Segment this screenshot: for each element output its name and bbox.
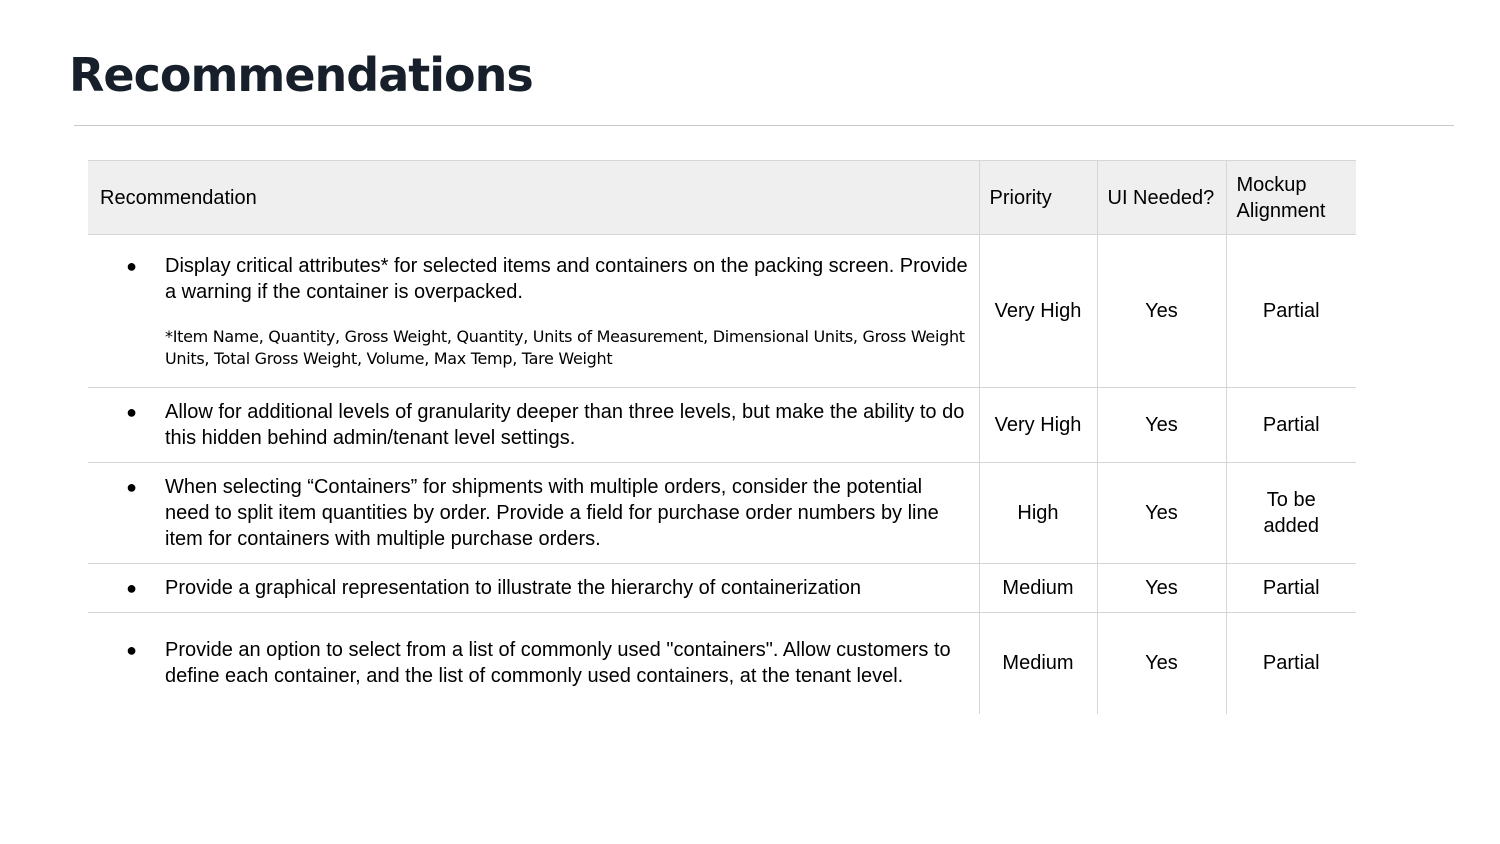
bullet-icon: ● [126,477,137,497]
ui-needed-cell: Yes [1097,235,1226,388]
recommendation-text: When selecting “Containers” for shipments with multiple orders, consider the potential need to split item quantities by order. Provide a field for purchase order numbers by line item for containers with multiple purchase orders. [165,476,939,550]
bullet-icon: ● [126,255,137,276]
priority-cell: Medium [979,613,1097,714]
table-row [88,463,1356,564]
table-row [88,388,1356,463]
recommendation-text: Provide an option to select from a list of commonly used "containers". Allow customers to define each container, and the list of commonly used containers, at the tenant level. [165,639,951,688]
table-row [88,235,1356,388]
recommendation-text: Provide a graphical representation to illustrate the hierarchy of containerization [165,577,861,599]
bullet-icon: ● [126,578,137,598]
table-row [88,564,1356,613]
mockup-alignment-cell: Partial [1226,235,1356,388]
recommendation-text: Display critical attributes* for selected items and containers on the packing screen. Provide a warning if the container is overpacked. [165,254,968,303]
bullet-icon: ● [126,402,137,422]
recommendation-cell [88,463,979,564]
bullet-icon: ● [126,640,137,661]
header-priority: Priority [979,161,1097,235]
title-divider [74,125,1454,126]
table-row [88,613,1356,714]
recommendation-footnote: *Item Name, Quantity, Gross Weight, Quantity, Units of Measurement, Dimensional Units, Gross Weight Units, Total Gross Weight, Volume, Max Temp, Tare Weight [165,326,965,368]
table-header-row [88,161,1356,235]
priority-cell: Medium [979,564,1097,613]
priority-cell: Very High [979,235,1097,388]
header-ui-needed: UI Needed? [1097,161,1226,235]
header-mockup-alignment: Mockup Alignment [1226,161,1356,235]
page-title: Recommendations [69,48,533,102]
mockup-alignment-cell: To be added [1226,463,1356,564]
ui-needed-cell: Yes [1097,564,1226,613]
ui-needed-cell: Yes [1097,463,1226,564]
header-recommendation: Recommendation [88,161,979,235]
mockup-alignment-cell: Partial [1226,388,1356,463]
ui-needed-cell: Yes [1097,613,1226,714]
recommendation-text: Allow for additional levels of granularity deeper than three levels, but make the ability to do this hidden behind admin/tenant level settings. [165,401,965,449]
priority-cell: Very High [979,388,1097,463]
mockup-alignment-cell: Partial [1226,613,1356,714]
recommendation-cell [88,388,979,463]
recommendation-cell [88,235,979,388]
ui-needed-cell: Yes [1097,388,1226,463]
mockup-alignment-cell: Partial [1226,564,1356,613]
priority-cell: High [979,463,1097,564]
recommendations-table [88,160,1356,714]
recommendation-cell [88,564,979,613]
recommendation-cell [88,613,979,714]
